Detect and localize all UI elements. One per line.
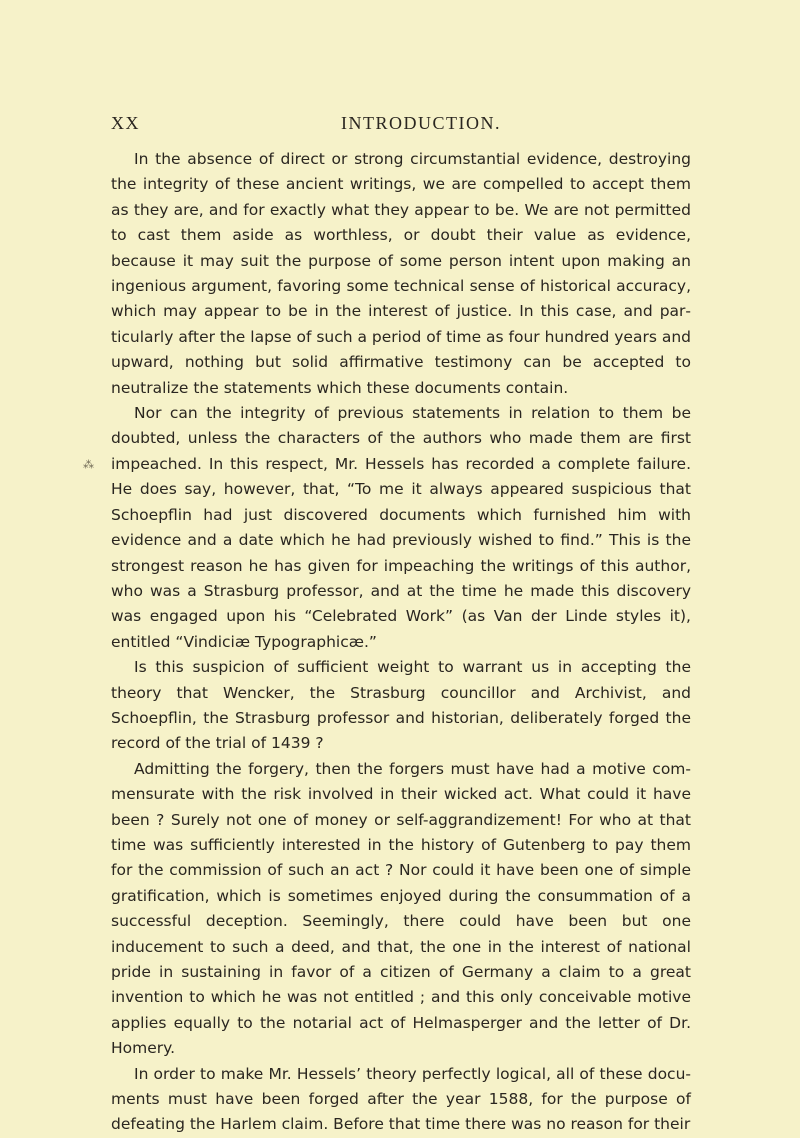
paragraph-5: In order to make Mr. Hessels’ theory perfectly logical, all of these documents must have been forged after the year 1588, for the purpose of defeating the Harlem claim. Before that time there was no reason for their [111,1064,691,1134]
margin-mark: ⁂ [83,458,94,471]
paragraph-1: In the absence of direct or strong circumstantial evidence, destroying the integrity of these ancient writings, we are compelled to accept them as they are, and for exactly what they appear to be. We are not permitted to cast them aside as worthless, or doubt their value as evidence, because it may suit the purpose of some person intent upon making an ingenious argument, favoring some technical sense of historical accuracy, which may appear to be in the interest of justice. In this case, and particularly after the lapse of such a period of time as four hundred years and upward, nothing but solid affirmative testimony can be accepted to neutralize the statements which these documents contain. [111,150,691,397]
paragraph-2: Nor can the integrity of previous statements in relation to them be doubted, unless the characters of the authors who made them are first impeached. In this respect, Mr. Hessels has recorded a complete failure. He does say, however, that, “To me it always appeared suspicious that Schoepflin had just discovered documents which furnished him with evidence and a date which he had previously wished to find.” This is the strongest reason he has given for impeaching the writings of this author, who was a Strasburg professor, and at the time he made this discovery was engaged upon his “Celebrated Work” (as Van der Linde styles it), entitled “Vindiciæ Typographicæ.” [111,404,691,651]
paragraph-4: Admitting the forgery, then the forgers must have had a motive commensurate with the risk involved in their wicked act. What could it have been ? Surely not one of money or self-aggrandizement! For who at that time was sufficiently interested in the history of Gutenberg to pay them for the commission of such an act ? Nor could it have been one of simple gratification, which is sometimes enjoyed during the consummation of a successful deception. Seemingly, there could have been but one inducement to such a deed, and that, the one in the interest of national pride in sustaining in favor of a citizen of Germany a claim to a great invention to which he was not entitled ; and this only conceivable motive applies equally to the notarial act of Helmasperger and the letter of Dr. Homery. [111,759,691,1058]
running-title: INTRODUCTION. [341,113,501,133]
paragraph-3: Is this suspicion of sufficient weight to warrant us in accepting the theory that Wencker, the Strasburg councillor and Archivist, and Schoepflin, the Strasburg professor and historian, deliberately forged the record of the trial of 1439 ? [111,658,691,753]
page-number: XX [111,113,140,133]
body-text [111,147,691,1138]
page-header [111,113,691,139]
